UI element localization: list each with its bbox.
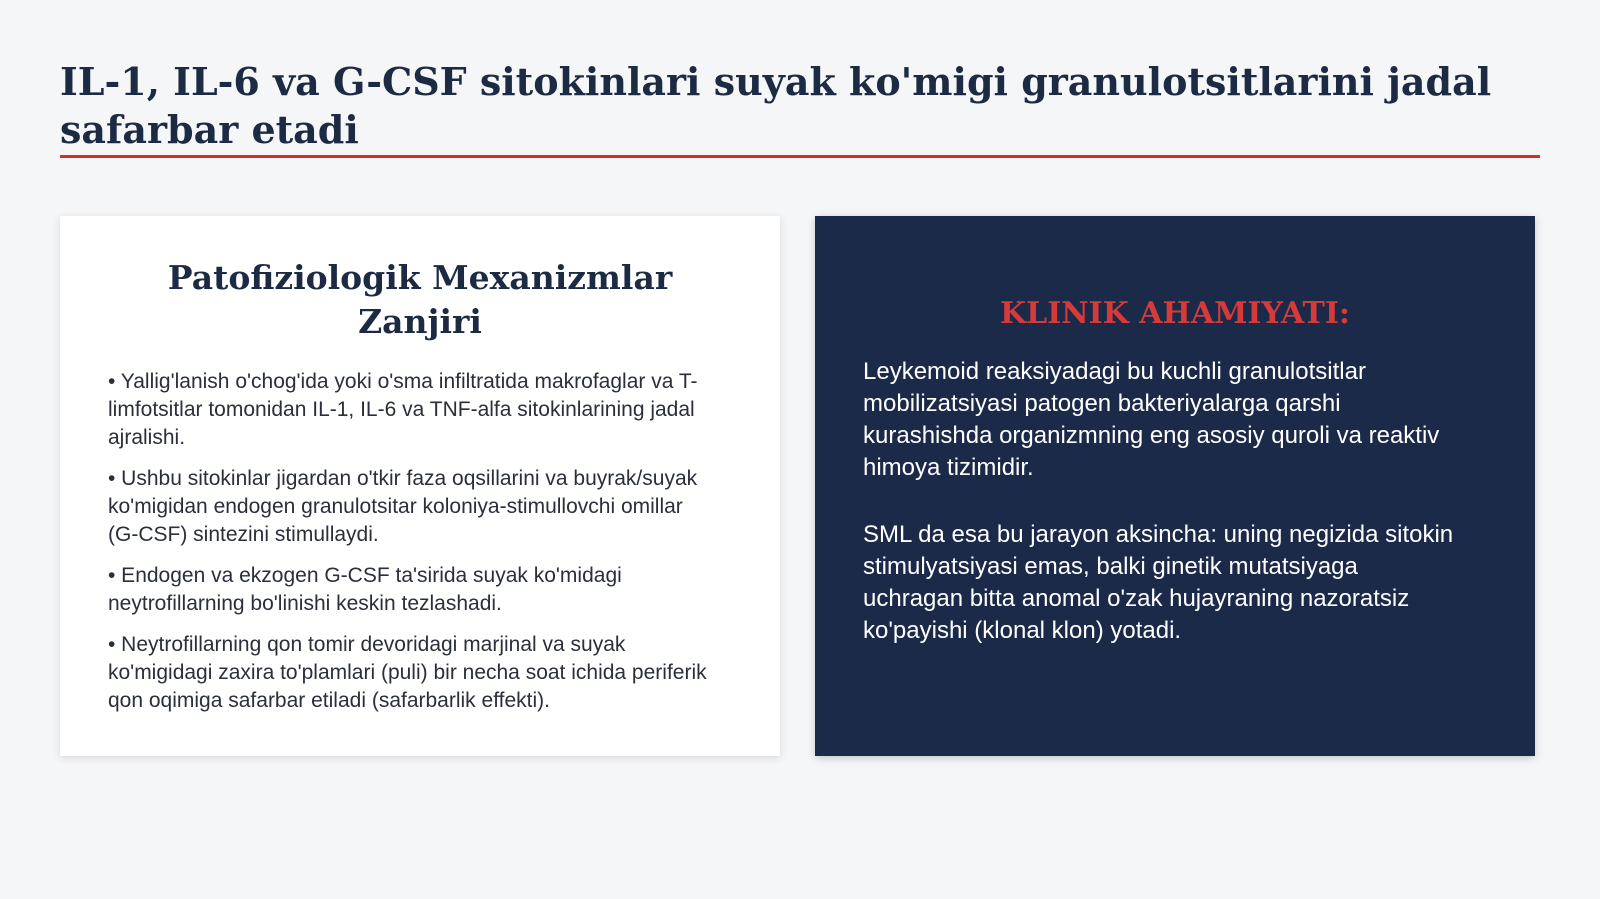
mechanism-item: • Neytrofillarning qon tomir devoridagi marjinal va suyak ko'migidagi zaxira to'plamlari (puli) bir necha soat ichida periferik qon oqimiga safarbar etiladi (safarbarlik effekti). xyxy=(108,633,707,712)
slide-title: IL-1, IL-6 va G-CSF sitokinlari suyak ko'migi granulotsitlarini jadal safarbar etadi xyxy=(60,59,1492,152)
mechanism-item: • Yallig'lanish o'chog'ida yoki o'sma infiltratida makrofaglar va T-limfotsitlar tomonidan IL-1, IL-6 va TNF-alfa sitokinlarining jadal ajralishi. xyxy=(108,370,698,449)
mechanisms-card xyxy=(60,216,780,756)
title-underline xyxy=(60,155,1540,158)
clinical-significance-heading: KLINIK AHAMIYATI: xyxy=(1000,296,1350,331)
cml-contrast-paragraph: SML da esa bu jarayon aksincha: uning negizida sitokin stimulyatsiyasi emas, balki ginetik mutatsiyaga uchragan bitta anomal o'zak hujayraning nazoratsiz ko'payishi (klonal klon) yotadi. xyxy=(863,521,1454,644)
mechanisms-list xyxy=(108,368,718,728)
clinical-significance-paragraph: Leykemoid reaksiyadagi bu kuchli granulotsitlar mobilizatsiyasi patogen bakteriyalarga qarshi kurashishda organizmning eng asosiy quroli va reaktiv himoya tizimidir. xyxy=(863,358,1440,481)
mechanism-item: • Ushbu sitokinlar jigardan o'tkir faza oqsillarini va buyrak/suyak ko'migidan endogen granulotsitar koloniya-stimullovchi omillar (G-CSF) sintezini stimullaydi. xyxy=(108,467,698,546)
clinical-significance-card xyxy=(815,216,1535,756)
mechanism-item: • Endogen va ekzogen G-CSF ta'sirida suyak ko'midagi neytrofillarning bo'linishi keskin tezlashadi. xyxy=(108,564,622,615)
mechanisms-heading: Patofiziologik Mexanizmlar Zanjiri xyxy=(167,258,673,341)
